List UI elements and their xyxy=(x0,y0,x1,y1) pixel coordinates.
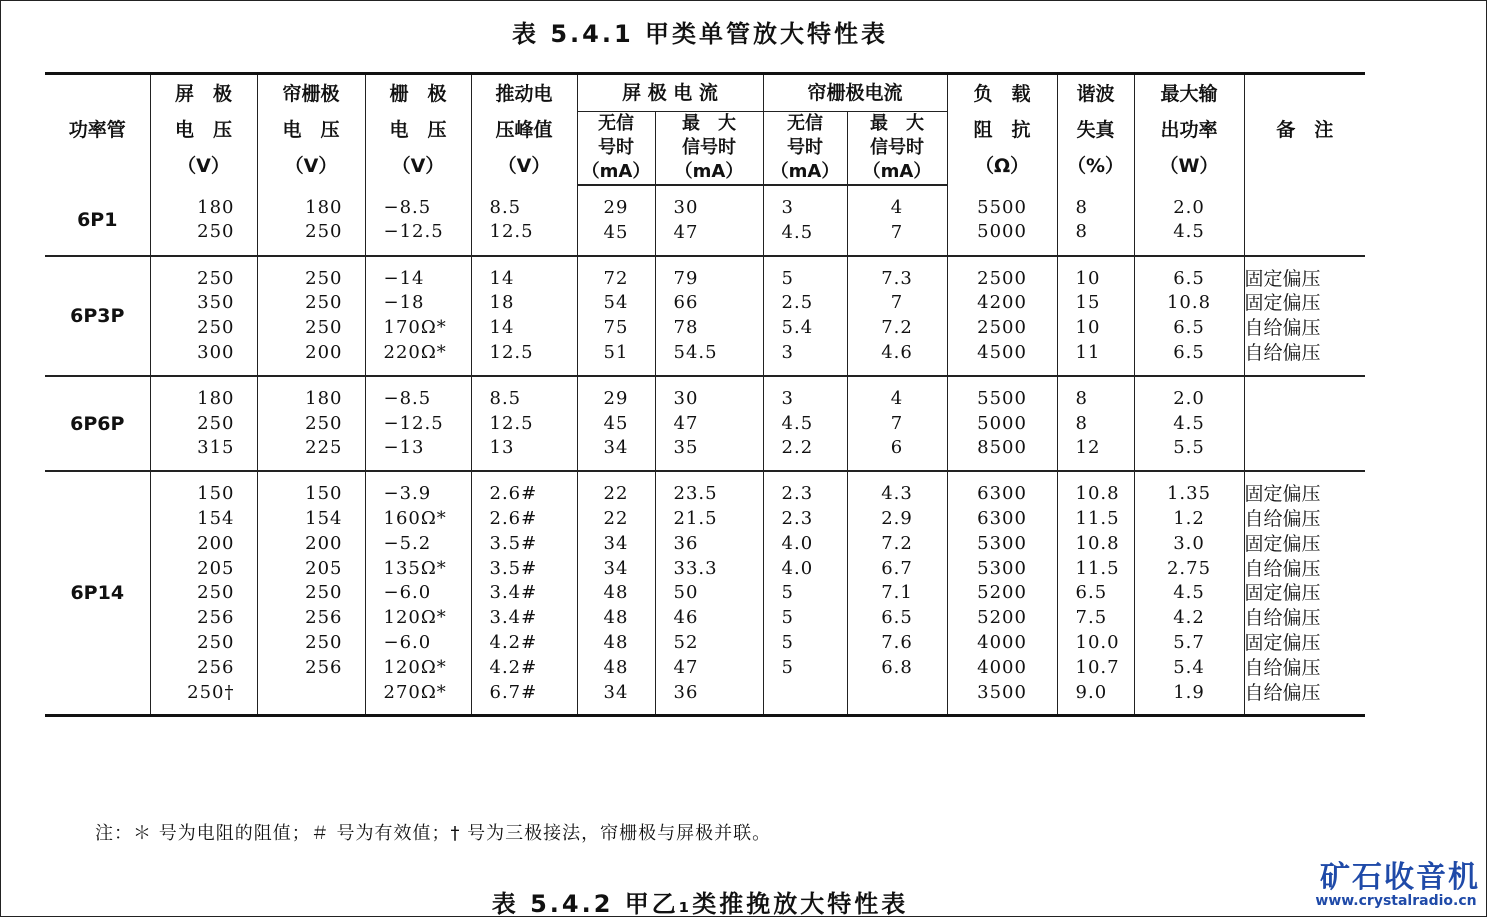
grid-voltage-value: −13 xyxy=(383,437,425,459)
tube-name: 6P14 xyxy=(45,471,150,716)
plate-current-no-signal-value: 34 xyxy=(603,557,629,579)
tube-name: 6P1 xyxy=(45,185,150,256)
drive-peak-value: 12.5 xyxy=(489,221,534,243)
screen-current-no-signal-cell xyxy=(763,471,847,716)
plate-voltage-value: 250 xyxy=(197,631,235,653)
screen-current-no-signal-value: 4.0 xyxy=(781,557,814,579)
plate-current-max-signal-value: 79 xyxy=(673,267,699,289)
characteristics-table xyxy=(45,72,1365,717)
drive-peak-value: 3.4# xyxy=(489,582,538,604)
plate-voltage-value: 250 xyxy=(197,582,235,604)
plate-current-no-signal-value: 48 xyxy=(603,656,629,678)
max-power-cell xyxy=(1134,471,1244,716)
plate-current-no-signal-value: 29 xyxy=(603,387,629,409)
plate-current-max-signal-value: 30 xyxy=(673,197,699,218)
plate-current-no-signal-value: 48 xyxy=(603,631,629,653)
drive-peak-value: 2.6# xyxy=(489,483,538,505)
grid-voltage-value: 120Ω* xyxy=(383,656,447,678)
load-impedance-value: 2500 xyxy=(977,267,1027,289)
grid-voltage-value: 160Ω* xyxy=(383,507,447,529)
screen-voltage-value: 154 xyxy=(305,507,343,529)
drive-peak-value: 4.2# xyxy=(489,631,538,653)
footnote: 注：＊ 号为电阻的阻值；＃ 号为有效值；† 号为三极接法，帘栅极与屏极并联。 xyxy=(95,823,772,844)
drive-peak-cell xyxy=(471,256,577,376)
table-body xyxy=(45,185,1365,716)
load-impedance-value: 6300 xyxy=(977,483,1027,505)
max-power-value: 6.5 xyxy=(1173,267,1205,289)
remark-value: 自给偏压 xyxy=(1244,607,1321,630)
header-load: 负 载 阻 抗 （Ω） xyxy=(947,74,1057,186)
load-impedance-value: 5000 xyxy=(977,412,1027,434)
plate-voltage-value: 250 xyxy=(197,267,235,289)
grid-voltage-value: −14 xyxy=(383,267,425,289)
screen-current-max-signal-cell xyxy=(847,256,947,376)
remark-value: 自给偏压 xyxy=(1244,317,1321,340)
screen-voltage-value: 180 xyxy=(305,387,343,409)
remark-cell xyxy=(1244,185,1365,256)
plate-voltage-value: 256 xyxy=(197,607,235,629)
drive-peak-value: 2.6# xyxy=(489,507,538,529)
screen-voltage-value: 250 xyxy=(305,631,343,653)
plate-voltage-value: 200 xyxy=(197,532,235,554)
grid-voltage-value: 120Ω* xyxy=(383,607,447,629)
plate-current-max-signal-value: 46 xyxy=(673,607,699,629)
screen-current-max-signal-cell xyxy=(847,471,947,716)
next-table-title: 表 5.4.2 甲乙₁类推挽放大特性表 xyxy=(491,890,909,918)
header-distortion: 谐波 失真 （%） xyxy=(1057,74,1134,186)
screen-voltage-cell xyxy=(257,376,365,471)
distortion-value: 10.8 xyxy=(1075,483,1120,505)
grid-voltage-value: −5.2 xyxy=(383,532,432,554)
screen-current-max-signal-value: 6.8 xyxy=(881,656,913,678)
screen-current-no-signal-value xyxy=(764,681,847,706)
grid-voltage-value: −18 xyxy=(383,292,425,314)
max-power-value: 1.35 xyxy=(1166,483,1212,505)
plate-current-max-signal-cell xyxy=(655,471,763,716)
plate-current-max-signal-value: 47 xyxy=(673,412,699,434)
screen-current-max-signal-value: 6.7 xyxy=(881,557,913,579)
header-screen-no-signal: 无信 号时 （mA） xyxy=(763,112,847,186)
screen-voltage-value: 150 xyxy=(305,483,343,505)
screen-current-max-signal-cell xyxy=(847,376,947,471)
remark-value: 固定偏压 xyxy=(1244,483,1321,506)
screen-voltage-value: 200 xyxy=(305,341,343,363)
plate-current-no-signal-cell xyxy=(577,185,655,256)
screen-current-max-signal-cell xyxy=(847,185,947,256)
max-power-cell xyxy=(1134,185,1244,256)
plate-current-no-signal-value: 54 xyxy=(603,292,629,314)
drive-peak-value: 8.5 xyxy=(489,196,522,218)
drive-peak-value: 18 xyxy=(489,292,515,314)
screen-current-max-signal-value: 7.2 xyxy=(881,532,913,554)
distortion-value: 11.5 xyxy=(1075,507,1120,529)
screen-current-max-signal-value: 7.3 xyxy=(881,267,913,289)
drive-peak-cell xyxy=(471,471,577,716)
screen-current-no-signal-cell xyxy=(763,376,847,471)
distortion-value: 10.7 xyxy=(1075,656,1120,678)
load-impedance-value: 2500 xyxy=(977,317,1027,339)
remark-cell xyxy=(1244,471,1365,716)
max-power-value: 5.4 xyxy=(1173,656,1205,678)
distortion-cell xyxy=(1057,376,1134,471)
screen-voltage-value: 205 xyxy=(305,557,343,579)
plate-voltage-value: 205 xyxy=(197,557,235,579)
table-row xyxy=(45,376,1365,471)
screen-voltage-value: 256 xyxy=(305,656,343,678)
plate-current-no-signal-cell xyxy=(577,471,655,716)
drive-peak-cell xyxy=(471,376,577,471)
grid-voltage-value: −12.5 xyxy=(383,412,444,434)
screen-current-no-signal-value: 2.2 xyxy=(781,437,814,459)
max-power-cell xyxy=(1134,256,1244,376)
load-impedance-cell xyxy=(947,185,1057,256)
load-impedance-value: 5500 xyxy=(977,196,1027,218)
plate-current-max-signal-cell xyxy=(655,185,763,256)
remark-value: 自给偏压 xyxy=(1244,681,1321,704)
distortion-value: 11.5 xyxy=(1075,557,1120,579)
distortion-value: 12 xyxy=(1075,437,1101,459)
distortion-cell xyxy=(1057,256,1134,376)
max-power-value: 6.5 xyxy=(1173,317,1205,339)
screen-current-no-signal-value: 5 xyxy=(781,656,794,678)
remark-value: 固定偏压 xyxy=(1244,267,1321,290)
remark-cell xyxy=(1244,376,1365,471)
max-power-value: 4.5 xyxy=(1173,412,1205,434)
screen-current-max-signal-value: 7 xyxy=(890,412,904,434)
plate-voltage-value: 250 xyxy=(197,412,235,434)
screen-current-no-signal-value: 4.5 xyxy=(781,221,814,243)
remark-value: 固定偏压 xyxy=(1244,582,1321,605)
plate-current-max-signal-value: 36 xyxy=(673,532,699,554)
distortion-value: 8 xyxy=(1075,196,1088,218)
plate-current-no-signal-value: 75 xyxy=(603,317,629,339)
remark-value: 自给偏压 xyxy=(1244,557,1321,580)
screen-current-no-signal-value: 5 xyxy=(781,582,794,604)
plate-voltage-value: 350 xyxy=(197,292,235,314)
max-power-value: 1.2 xyxy=(1173,507,1205,529)
grid-voltage-value: 170Ω* xyxy=(383,317,447,339)
max-power-value: 6.5 xyxy=(1173,341,1205,363)
plate-current-no-signal-cell xyxy=(577,256,655,376)
screen-voltage-value: 250 xyxy=(305,317,343,339)
watermark-url: www.crystalradio.cn xyxy=(1315,893,1477,909)
plate-current-no-signal-value: 51 xyxy=(603,341,629,363)
plate-current-max-signal-value: 30 xyxy=(673,387,699,409)
screen-voltage-value: 200 xyxy=(305,532,343,554)
table-row xyxy=(45,256,1365,376)
screen-voltage-value: 250 xyxy=(305,221,343,243)
tube-name: 6P3P xyxy=(45,256,150,376)
plate-current-no-signal-value: 34 xyxy=(603,532,629,554)
distortion-value: 8 xyxy=(1075,387,1088,409)
plate-current-max-signal-value: 36 xyxy=(673,681,699,703)
distortion-value: 8 xyxy=(1075,221,1088,243)
screen-current-no-signal-value: 4.0 xyxy=(781,532,814,554)
grid-voltage-cell xyxy=(365,185,471,256)
tube-name: 6P6P xyxy=(45,376,150,471)
screen-current-no-signal-value: 3 xyxy=(781,341,794,363)
remark-value: 自给偏压 xyxy=(1244,341,1321,364)
screen-current-no-signal-value: 5.4 xyxy=(781,317,814,339)
distortion-value: 7.5 xyxy=(1075,607,1108,629)
load-impedance-value: 4500 xyxy=(977,341,1027,363)
max-power-value: 2.75 xyxy=(1166,557,1212,579)
load-impedance-value: 5300 xyxy=(977,532,1027,554)
distortion-value: 8 xyxy=(1075,412,1088,434)
distortion-value: 9.0 xyxy=(1075,681,1108,703)
plate-voltage-value: 150 xyxy=(197,483,235,505)
load-impedance-value: 3500 xyxy=(977,681,1027,703)
screen-current-no-signal-value: 5 xyxy=(781,607,794,629)
load-impedance-value: 5000 xyxy=(977,221,1027,243)
plate-current-no-signal-value: 34 xyxy=(603,437,629,459)
screen-current-no-signal-value: 5 xyxy=(781,631,794,653)
distortion-value: 15 xyxy=(1075,292,1101,314)
screen-current-no-signal-value: 3 xyxy=(781,387,794,409)
screen-current-max-signal-value: 4 xyxy=(890,197,904,218)
grid-voltage-cell xyxy=(365,471,471,716)
plate-current-no-signal-value: 45 xyxy=(603,412,629,434)
drive-peak-value: 3.5# xyxy=(489,557,538,579)
max-power-value: 4.5 xyxy=(1173,221,1205,243)
remark-value: 自给偏压 xyxy=(1244,507,1321,530)
grid-voltage-value: −8.5 xyxy=(383,387,432,409)
grid-voltage-cell xyxy=(365,256,471,376)
load-impedance-value: 4200 xyxy=(977,292,1027,314)
plate-current-no-signal-value: 45 xyxy=(603,221,629,243)
screen-current-no-signal-cell xyxy=(763,256,847,376)
distortion-value: 10 xyxy=(1075,267,1101,289)
load-impedance-cell xyxy=(947,256,1057,376)
load-impedance-cell xyxy=(947,376,1057,471)
plate-current-max-signal-value: 54.5 xyxy=(673,341,718,363)
screen-current-no-signal-value: 4.5 xyxy=(781,412,814,434)
plate-current-max-signal-value: 47 xyxy=(673,656,699,678)
plate-current-no-signal-value: 34 xyxy=(603,681,629,703)
load-impedance-value: 5500 xyxy=(977,387,1027,409)
load-impedance-value: 5300 xyxy=(977,557,1027,579)
screen-voltage-cell xyxy=(257,471,365,716)
plate-voltage-value: 315 xyxy=(197,437,235,459)
screen-current-max-signal-value: 4.6 xyxy=(881,341,913,363)
screen-voltage-value: 180 xyxy=(305,196,343,218)
header-plate-voltage: 屏 极 电 压 （V） xyxy=(150,74,257,186)
screen-current-no-signal-value: 3 xyxy=(781,197,794,218)
screen-voltage-value: 250 xyxy=(305,292,343,314)
header-plate-current: 屏 极 电 流 xyxy=(577,74,763,112)
plate-current-max-signal-value: 78 xyxy=(673,317,699,339)
plate-current-max-signal-value: 35 xyxy=(673,437,699,459)
screen-current-max-signal-value: 7.2 xyxy=(881,317,913,339)
plate-current-max-signal-value: 21.5 xyxy=(673,507,718,529)
grid-voltage-value: −6.0 xyxy=(383,631,432,653)
remark-value: 固定偏压 xyxy=(1244,532,1321,555)
max-power-value: 3.0 xyxy=(1173,532,1205,554)
load-impedance-value: 4000 xyxy=(977,631,1027,653)
header-max-power: 最大输 出功率 （W） xyxy=(1134,74,1244,186)
plate-voltage-value: 180 xyxy=(197,387,235,409)
plate-current-no-signal-value: 72 xyxy=(603,267,629,289)
grid-voltage-value: 135Ω* xyxy=(383,557,447,579)
distortion-value: 10 xyxy=(1075,317,1101,339)
drive-peak-value: 12.5 xyxy=(489,341,534,363)
screen-current-max-signal-value: 2.9 xyxy=(881,507,913,529)
remark-value: 自给偏压 xyxy=(1244,656,1321,679)
table-row xyxy=(45,185,1365,256)
plate-current-no-signal-value: 29 xyxy=(603,197,629,218)
drive-peak-value: 3.4# xyxy=(489,607,538,629)
screen-current-max-signal-value: 7 xyxy=(890,292,904,314)
screen-current-no-signal-value: 2.3 xyxy=(781,507,814,529)
max-power-value: 2.0 xyxy=(1173,387,1205,409)
distortion-value: 11 xyxy=(1075,341,1101,363)
max-power-cell xyxy=(1134,376,1244,471)
max-power-value: 2.0 xyxy=(1173,196,1205,218)
plate-voltage-cell xyxy=(150,256,257,376)
load-impedance-value: 4000 xyxy=(977,656,1027,678)
drive-peak-value: 14 xyxy=(489,267,515,289)
screen-current-max-signal-value: 7.1 xyxy=(881,582,913,604)
plate-voltage-value: 180 xyxy=(197,196,235,218)
plate-voltage-value: 154 xyxy=(197,507,235,529)
screen-current-max-signal-value: 7 xyxy=(890,221,904,243)
plate-voltage-value: 300 xyxy=(197,341,235,363)
drive-peak-value: 6.7# xyxy=(489,681,538,703)
grid-voltage-value: −6.0 xyxy=(383,582,432,604)
header-screen-current: 帘栅极电流 xyxy=(763,74,947,112)
screen-current-no-signal-value: 5 xyxy=(781,267,794,289)
plate-voltage-value: 250 xyxy=(197,221,235,243)
max-power-value: 1.9 xyxy=(1173,681,1205,703)
drive-peak-value: 3.5# xyxy=(489,532,538,554)
plate-voltage-value: 256 xyxy=(197,656,235,678)
plate-voltage-value: 250† xyxy=(187,681,235,703)
plate-voltage-cell xyxy=(150,376,257,471)
screen-voltage-cell xyxy=(257,185,365,256)
drive-peak-cell xyxy=(471,185,577,256)
header-plate-no-signal: 无信 号时 （mA） xyxy=(577,112,655,186)
screen-voltage-value: 250 xyxy=(305,267,343,289)
drive-peak-value: 13 xyxy=(489,437,515,459)
screen-current-max-signal-value: 6 xyxy=(890,437,904,459)
grid-voltage-value: −3.9 xyxy=(383,483,432,505)
screen-current-max-signal-value: 4.3 xyxy=(881,483,913,505)
plate-current-max-signal-value: 47 xyxy=(673,221,699,243)
drive-peak-value: 14 xyxy=(489,317,515,339)
screen-current-max-signal-value: 6.5 xyxy=(881,607,913,629)
table-title: 表 5.4.1 甲类单管放大特性表 xyxy=(511,20,889,48)
screen-current-max-signal-value: 7.6 xyxy=(881,631,913,653)
max-power-value: 5.7 xyxy=(1173,631,1205,653)
header-plate-max-signal: 最 大 信号时 （mA） xyxy=(655,112,763,186)
plate-current-max-signal-value: 50 xyxy=(673,582,699,604)
plate-current-no-signal-cell xyxy=(577,376,655,471)
remark-cell xyxy=(1244,256,1365,376)
plate-voltage-value: 250 xyxy=(197,317,235,339)
plate-current-max-signal-cell xyxy=(655,256,763,376)
distortion-cell xyxy=(1057,471,1134,716)
screen-voltage-value: 256 xyxy=(305,607,343,629)
screen-voltage-value xyxy=(258,681,365,706)
load-impedance-value: 5200 xyxy=(977,582,1027,604)
screen-current-no-signal-value: 2.3 xyxy=(781,483,814,505)
header-grid-voltage: 栅 极 电 压 （V） xyxy=(365,74,471,186)
screen-voltage-value: 250 xyxy=(305,412,343,434)
grid-voltage-value: 220Ω* xyxy=(383,341,447,363)
max-power-value: 10.8 xyxy=(1166,292,1212,314)
plate-current-no-signal-value: 22 xyxy=(603,483,629,505)
load-impedance-cell xyxy=(947,471,1057,716)
max-power-value: 4.5 xyxy=(1173,582,1205,604)
load-impedance-value: 6300 xyxy=(977,507,1027,529)
plate-current-max-signal-value: 52 xyxy=(673,631,699,653)
grid-voltage-value: −8.5 xyxy=(383,196,432,218)
plate-current-no-signal-value: 48 xyxy=(603,607,629,629)
max-power-value: 5.5 xyxy=(1173,437,1205,459)
drive-peak-value: 8.5 xyxy=(489,387,522,409)
screen-current-no-signal-value: 2.5 xyxy=(781,292,814,314)
header-drive-peak: 推动电 压峰值 （V） xyxy=(471,74,577,186)
header-screen-voltage: 帘栅极 电 压 （V） xyxy=(257,74,365,186)
header-screen-max-signal: 最 大 信号时 （mA） xyxy=(847,112,947,186)
max-power-value: 4.2 xyxy=(1173,607,1205,629)
grid-voltage-cell xyxy=(365,376,471,471)
remark-value: 固定偏压 xyxy=(1244,631,1321,654)
plate-current-max-signal-value: 23.5 xyxy=(673,483,718,505)
drive-peak-value: 12.5 xyxy=(489,412,534,434)
plate-current-no-signal-value: 22 xyxy=(603,507,629,529)
plate-current-max-signal-value: 66 xyxy=(673,292,699,314)
header-tube: 功率管 xyxy=(45,74,150,186)
plate-current-no-signal-value: 48 xyxy=(603,582,629,604)
screen-voltage-value: 250 xyxy=(305,582,343,604)
plate-voltage-cell xyxy=(150,185,257,256)
plate-current-max-signal-cell xyxy=(655,376,763,471)
plate-voltage-cell xyxy=(150,471,257,716)
grid-voltage-value: −12.5 xyxy=(383,221,444,243)
header-remark: 备 注 xyxy=(1276,119,1334,141)
table-row xyxy=(45,471,1365,716)
screen-current-no-signal-cell xyxy=(763,185,847,256)
grid-voltage-value: 270Ω* xyxy=(383,681,447,703)
distortion-value: 10.8 xyxy=(1075,532,1120,554)
remark-value: 固定偏压 xyxy=(1244,292,1321,315)
screen-current-max-signal-value xyxy=(848,681,947,706)
watermark-logo: 矿石收音机 xyxy=(1320,860,1480,895)
load-impedance-value: 8500 xyxy=(977,437,1027,459)
plate-current-max-signal-value: 33.3 xyxy=(673,557,718,579)
screen-current-max-signal-value: 4 xyxy=(890,387,904,409)
distortion-value: 10.0 xyxy=(1075,631,1120,653)
distortion-value: 6.5 xyxy=(1075,582,1108,604)
drive-peak-value: 4.2# xyxy=(489,656,538,678)
load-impedance-value: 5200 xyxy=(977,607,1027,629)
screen-voltage-cell xyxy=(257,256,365,376)
distortion-cell xyxy=(1057,185,1134,256)
screen-voltage-value: 225 xyxy=(305,437,343,459)
